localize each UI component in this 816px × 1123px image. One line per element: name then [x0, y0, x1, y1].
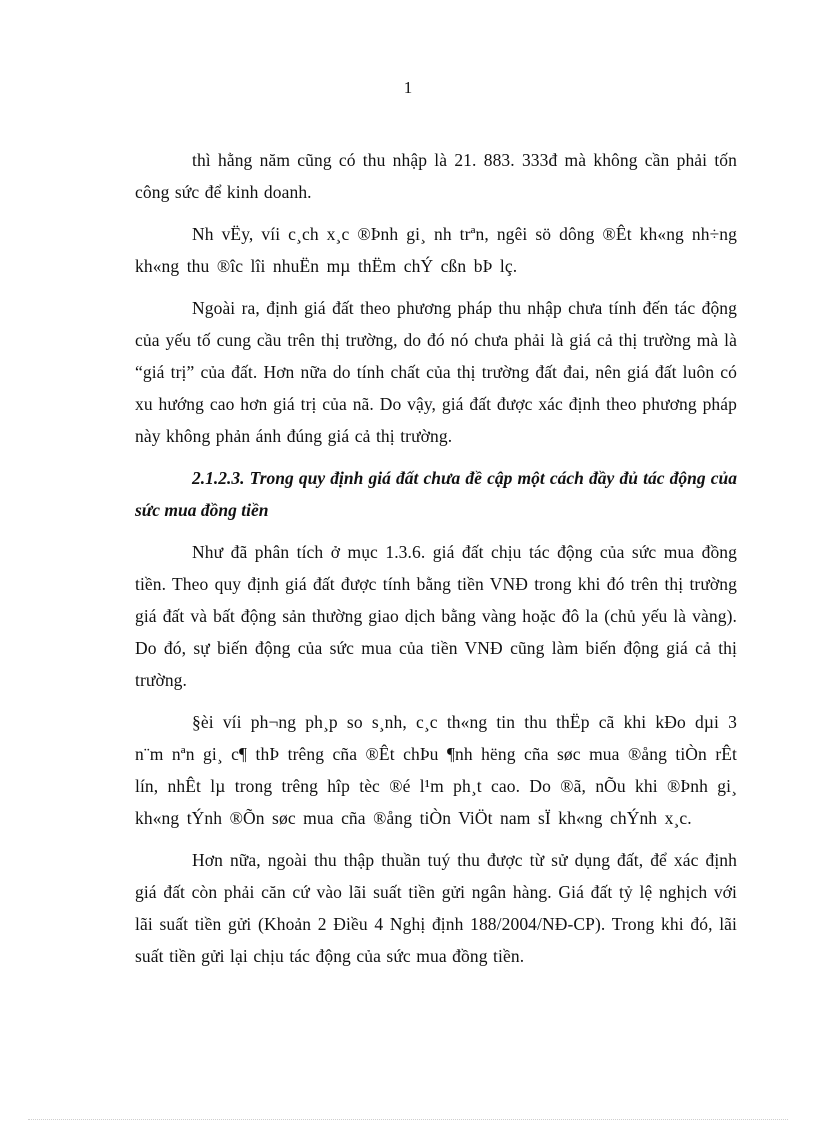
paragraph-income-result: thì hằng năm cũng có thu nhập là 21. 883. 333đ mà không cần phải tốn công sức để kinh doanh. [135, 150, 737, 202]
paragraph-user-loss: Nh vËy, víi c¸ch x¸c ®Þnh gi¸ nh trªn, ngêi sö dông ®Êt kh«ng nh÷ng kh«ng thu ®îc lîi nhuËn mµ thËm chÝ cßn bÞ lç. [135, 224, 737, 276]
page-number: 1 [403, 78, 413, 97]
document-body [135, 144, 737, 982]
paragraph-comparison-method: §èi víi ph¬ng ph¸p so s¸nh, c¸c th«ng tin thu thËp cã khi kÐo dµi 3 n¨m nªn gi¸ c¶ thÞ trêng cña ®Êt chÞu ¶nh hëng cña søc mua ®ång tiÒn rÊt lín, nhÊt lµ trong trêng hîp tèc ®é l¹m ph¸t cao. Do ®ã, nÕu khi ®Þnh gi¸ kh«ng tÝnh ®Õn søc mua cña ®ång tiÒn ViÖt nam sÏ kh«ng chÝnh x¸c. [135, 712, 737, 828]
section-heading: 2.1.2.3. Trong quy định giá đất chưa đề cập một cách đầy đủ tác động của sức mua đồng tiền [135, 468, 737, 520]
page-bottom-divider [28, 1119, 788, 1120]
paragraph-deposit-interest: Hơn nữa, ngoài thu thập thuần tuý thu được từ sử dụng đất, để xác định giá đất còn phải căn cứ vào lãi suất tiền gửi ngân hàng. Giá đất tỷ lệ nghịch với lãi suất tiền gửi (Khoản 2 Điều 4 Nghị định 188/2004/NĐ-CP). Trong khi đó, lãi suất tiền gửi lại chịu tác động của sức mua đồng tiền. [135, 850, 737, 966]
paragraph-income-method-limits: Ngoài ra, định giá đất theo phương pháp thu nhập chưa tính đến tác động của yếu tố cung cầu trên thị trường, do đó nó chưa phải là giá cả thị trường mà là “giá trị” của đất. Hơn nữa do tính chất của thị trường đất đai, nên giá đất luôn có xu hướng cao hơn giá trị của nã. Do vậy, giá đất được xác định theo phương pháp này không phản ánh đúng giá cả thị trường. [135, 298, 737, 446]
paragraph-currency-purchasing-power: Như đã phân tích ở mục 1.3.6. giá đất chịu tác động của sức mua đồng tiền. Theo quy định giá đất được tính bằng tiền VNĐ trong khi đó trên thị trường giá đất và bất động sản thường giao dịch bằng vàng hoặc đô la (chủ yếu là vàng). Do đó, sự biến động của sức mua của tiền VNĐ cũng làm biến động giá cả thị trường. [135, 542, 737, 690]
